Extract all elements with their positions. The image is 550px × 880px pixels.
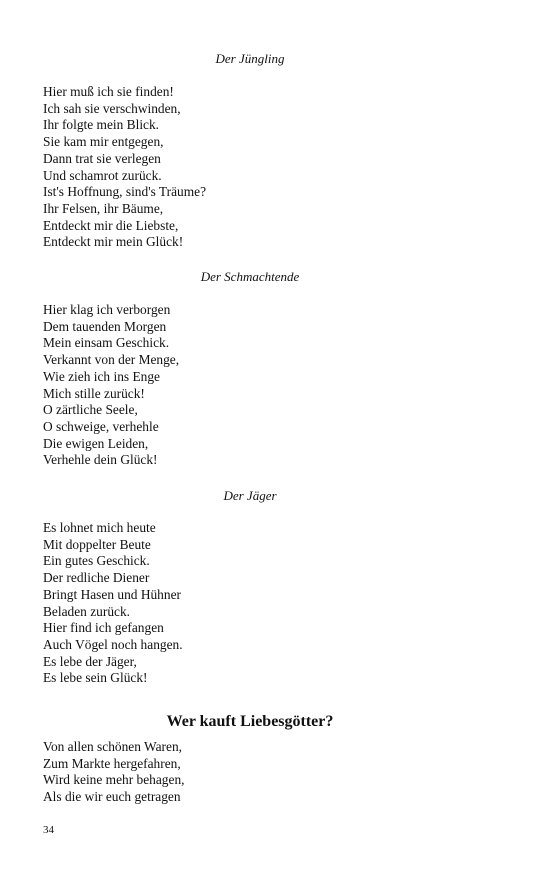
verse-line: Zum Markte hergefahren,: [43, 755, 181, 771]
verse-line: Hier find ich gefangen: [43, 620, 164, 636]
verse-line: Es lebe sein Glück!: [43, 670, 148, 686]
verse-line: Hier klag ich verborgen: [43, 302, 171, 317]
verse-line: Dann trat sie verlegen: [43, 150, 161, 166]
stanza-schmachtende: [43, 302, 179, 469]
verse-line: Und schamrot zurück.: [43, 167, 162, 183]
page-number: 34: [43, 824, 54, 836]
verse-line: Der redliche Diener: [43, 570, 150, 586]
verse-line: Entdeckt mir mein Glück!: [43, 234, 184, 250]
verse-line: Als die wir euch getragen: [43, 789, 181, 805]
verse-line: Ihr folgte mein Blick.: [43, 117, 160, 133]
poem-title: Wer kauft Liebesgötter?: [166, 713, 334, 730]
verse-line: Mit doppelter Beute: [43, 536, 151, 552]
verse-line: Ihr Felsen, ihr Bäume,: [43, 200, 164, 216]
verse-line: Es lohnet mich heute: [43, 520, 156, 535]
verse-line: Wird keine mehr behagen,: [43, 772, 185, 788]
verse-line: Entdeckt mir die Liebste,: [43, 217, 179, 233]
verse-line: Mein einsam Geschick.: [43, 335, 170, 351]
speaker-heading-schmachtende: Der Schmachtende: [200, 269, 300, 284]
verse-line: Wie zieh ich ins Enge: [43, 368, 160, 384]
verse-line: Von allen schönen Waren,: [43, 739, 182, 754]
verse-line: Hier muß ich sie finden!: [43, 84, 174, 99]
verse-line: Auch Vögel noch hangen.: [43, 636, 183, 652]
verse-line: Verhehle dein Glück!: [43, 452, 158, 468]
verse-line: O schweige, verhehle: [43, 418, 159, 434]
verse-line: Beladen zurück.: [43, 603, 130, 619]
verse-line: Verkannt von der Menge,: [43, 352, 180, 368]
stanza-poem-opening: [43, 739, 185, 806]
verse-line: Mich stille zurück!: [43, 385, 145, 401]
verse-line: Ich sah sie verschwinden,: [43, 100, 181, 116]
stanza-jaeger: [43, 520, 183, 687]
verse-line: O zärtliche Seele,: [43, 402, 138, 418]
verse-line: Die ewigen Leiden,: [43, 435, 149, 451]
verse-line: Sie kam mir entgegen,: [43, 134, 164, 150]
speaker-heading-juengling: Der Jüngling: [215, 51, 285, 66]
verse-line: Ist's Hoffnung, sind's Träume?: [43, 184, 207, 200]
verse-line: Dem tauenden Morgen: [43, 318, 167, 334]
verse-line: Es lebe der Jäger,: [43, 653, 137, 669]
verse-line: Bringt Hasen und Hühner: [43, 586, 181, 602]
verse-line: Ein gutes Geschick.: [43, 553, 150, 569]
speaker-heading-jaeger: Der Jäger: [223, 488, 277, 503]
stanza-juengling: [43, 84, 206, 251]
